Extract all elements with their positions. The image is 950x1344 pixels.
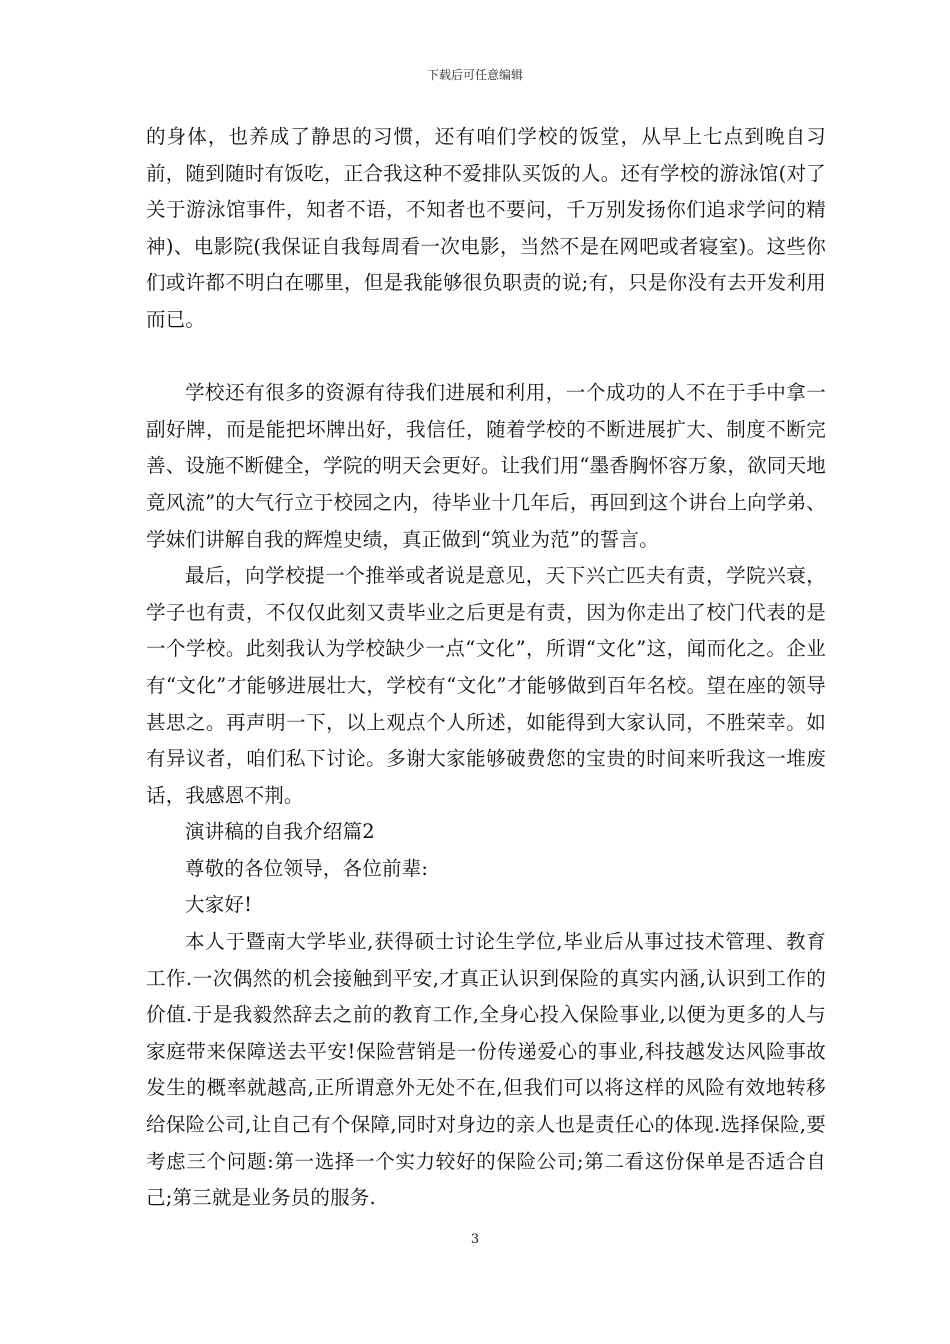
paragraph-continuation: 的身体，也养成了静思的习惯，还有咱们学校的饭堂，从早上七点到晚自习前，随到随时有饭吃，正合我这种不爱排队买饭的人。还有学校的游泳馆(对了关于游泳馆事件，知者不语，不知者也不要问，千万别发扬你们追求学问的精神)、电影院(我保证自我每周看一次电影，当然不是在网吧或者寝室)。这些你们或许都不明白在哪里，但是我能够很负职责的说;有，只是你没有去开发利用而已。 [146,125,826,331]
greeting: 大家好! [185,893,253,917]
paragraph-introduction: 本人于暨南大学毕业,获得硕士讨论生学位,毕业后从事过技术管理、教育工作.一次偶然的机会接触到平安,才真正认识到保险的真实内涵,认识到工作的价值.于是我毅然辞去之前的教育工作,全身心投入保险事业,以便为更多的人与家庭带来保障送去平安!保险营销是一份传递爱心的事业,科技越发达风险事故发生的概率就越高,正所谓意外无处不在,但我们可以将这样的风险有效地转移给保险公司,让自己有个保障,同时对身边的亲人也是责任心的体现.选择保险,要考虑三个问题:第一选择一个实力较好的保险公司;第二看这份保单是否适合自己;第三就是业务员的服务. [146,930,826,1210]
page-header: 下载后可任意编辑 [426,68,523,82]
document-body [146,119,826,1217]
salutation: 尊敬的各位领导，各位前辈: [185,856,429,880]
paragraph-resources: 学校还有很多的资源有待我们进展和利用，一个成功的人不在于手中拿一副好牌，而是能把坏牌出好，我信任，随着学校的不断进展扩大、制度不断完善、设施不断健全，学院的明天会更好。让我们用“墨香胸怀容万象，欲同天地竟风流”的大气行立于校园之内，待毕业十几年后，再回到这个讲台上向学弟、学妹们讲解自我的辉煌史绩，真正做到“筑业为范”的誓言。 [146,381,826,551]
page-number: 3 [470,1232,480,1247]
paragraph-suggestion: 最后，向学校提一个推举或者说是意见，天下兴亡匹夫有责，学院兴衰，学子也有责，不仅仅此刻又责毕业之后更是有责，因为你走出了校门代表的是一个学校。此刻我认为学校缺少一点“文化”，所谓“文化”这，闻而化之。企业有“文化”才能够进展壮大，学校有“文化”才能够做到百年名校。望在座的领导甚思之。再声明一下，以上观点个人所述，如能得到大家认同，不胜荣幸。如有异议者，咱们私下讨论。多谢大家能够破费您的宝贵的时间来听我这一堆废话，我感恩不荆。 [146,564,826,807]
section-title: 演讲稿的自我介绍篇2 [185,820,375,844]
